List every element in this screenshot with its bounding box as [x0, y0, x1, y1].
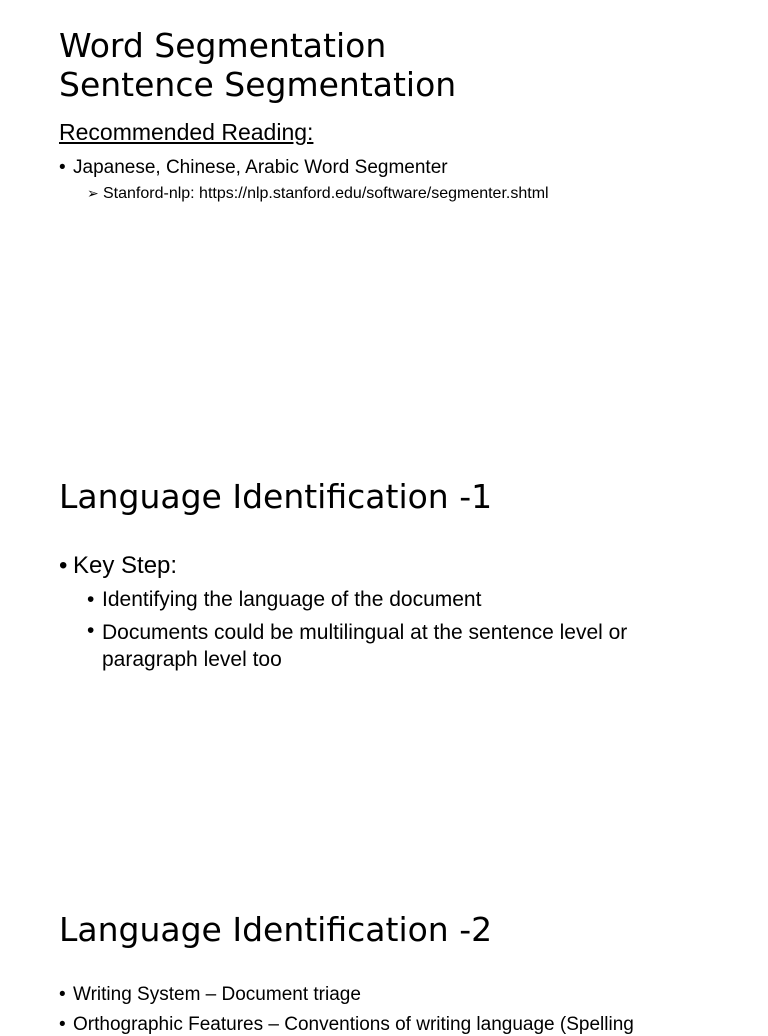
slide1-title-line2: Sentence Segmentation [59, 65, 457, 104]
bullet-icon: • [59, 552, 68, 579]
list-item-text: Key Step: [73, 552, 178, 579]
sub-list-item [87, 588, 481, 612]
sub-list-item [87, 185, 549, 203]
list-item-text: Documents could be multilingual at the sentence level or paragraph level too [102, 621, 628, 671]
sub-list-item [87, 619, 712, 673]
list-item-text: Identifying the language of the document [102, 588, 482, 611]
bullet-icon: • [59, 984, 66, 1005]
bullet-icon: • [87, 588, 95, 611]
slide1-title [59, 26, 456, 104]
list-item-text: Writing System – Document triage [73, 984, 361, 1005]
slide1-title-line1: Word Segmentation [59, 26, 387, 65]
list-item-text: Orthographic Features – Conventions of writing language (Spelling [73, 1014, 634, 1035]
stanford-nlp-link[interactable]: Stanford-nlp: https://nlp.stanford.edu/software/segmenter.shtml [103, 185, 549, 202]
list-item [59, 157, 448, 179]
list-item [59, 552, 177, 580]
slide2-title: Language Identification -1 [59, 477, 493, 516]
list-item [59, 984, 361, 1006]
list-item-text: Japanese, Chinese, Arabic Word Segmenter [73, 157, 448, 178]
arrow-bullet-icon: ➢ [87, 186, 99, 202]
bullet-icon: • [59, 157, 66, 178]
recommended-reading-heading: Recommended Reading: [59, 119, 314, 145]
slide3-title: Language Identification -2 [59, 910, 493, 949]
bullet-icon: • [87, 619, 95, 642]
bullet-icon: • [59, 1014, 66, 1035]
list-item [59, 1014, 634, 1036]
